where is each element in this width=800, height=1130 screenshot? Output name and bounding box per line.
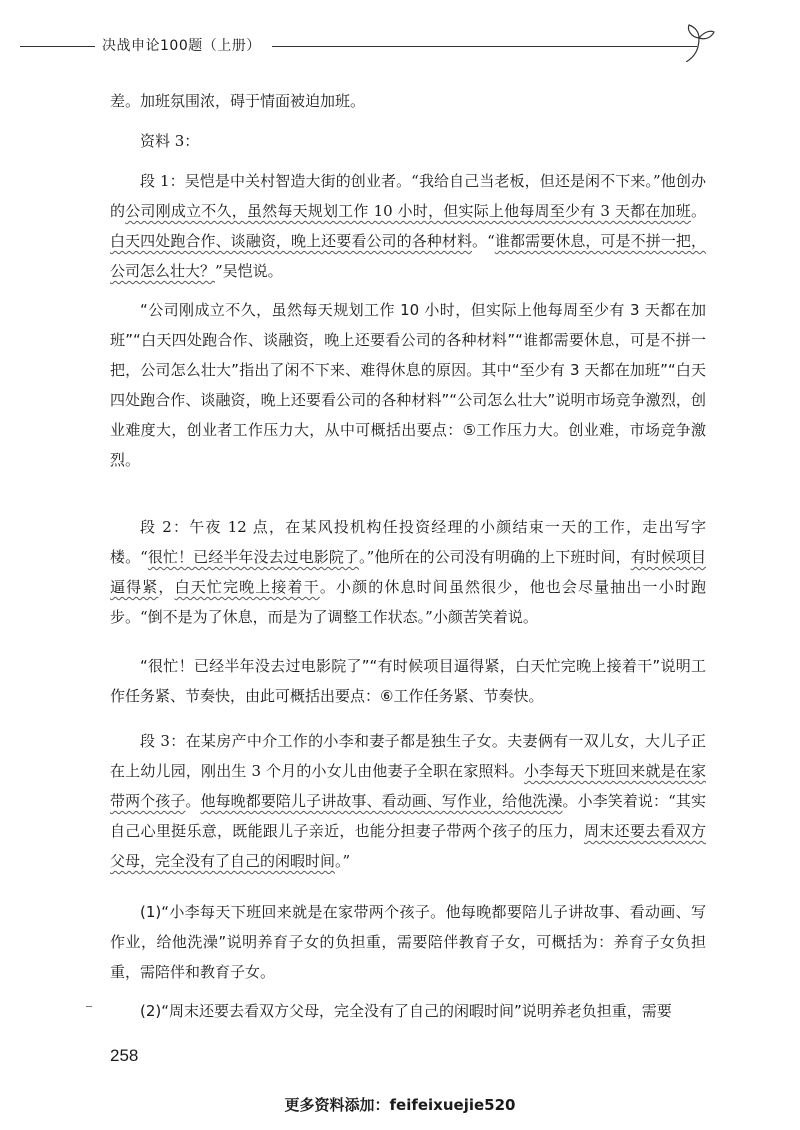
text-run: 。小颜的休息时间虽然很少，他也会尽量抽出一小时跑步。“倒不是为了休息，而是为了调整工作状态。”小颜苦笑着说。 [110, 578, 706, 626]
header-rule-right [272, 46, 697, 47]
running-header [0, 30, 800, 60]
material-segment-1 [110, 166, 706, 286]
analysis-3-text: (1)“小李每天下班回来就是在家带两个孩子。他每晚都要陪儿子讲故事、看动画、写作业，给他洗澡”说明养育子女的负担重，需要陪伴教育子女，可概括为：养育子女负担重，需陪伴和教育子女。 [110, 903, 706, 981]
page-number: 258 [110, 1046, 139, 1065]
analysis-paragraph-4 [110, 996, 706, 1026]
material-segment-2 [110, 512, 706, 632]
text-run: 。 [185, 792, 201, 810]
analysis-2-text: “很忙！已经半年没去过电影院了”“有时候项目逼得紧，白天忙完晚上接着干”说明工作任务紧、节奏快，由此可概括出要点：⑥工作任务紧、节奏快。 [110, 657, 706, 705]
header-rule-left [20, 46, 95, 47]
text-run: 。”他所在的公司没有明确的上下班时间， [359, 548, 631, 566]
analysis-paragraph-2 [110, 651, 706, 711]
analysis-1-text: “公司刚成立不久，虽然每天规划工作 10 小时，但实际上他每周至少有 3 天都在加班”“白天四处跑合作、谈融资，晚上还要看公司的各种材料”“谁都需要休息，可是不拼一把，公司怎么壮大”指出了闲不下来、难得休息的原因。其中“至少有 3 天都在加班”“白天四处跑合作、谈融资，晚上还要看公司的各种材料”“公司怎么壮大”说明市场竞争激烈，创业难度大，创业者工作压力大，从中可概括出要点：⑤工作压力大。创业难，市场竞争激烈。 [110, 301, 706, 469]
sprout-icon [682, 22, 716, 62]
text-run: 。小李笑着说：“其实自己心里挺乐意，既能跟儿子亲近，也能分担妻子带两个孩子的压力， [110, 792, 706, 840]
text-run: 段 1：吴恺是中关村智造大街的创业者。“我给自己当老板，但还是闲不下来。”他创办的 [110, 172, 706, 220]
text-run: 。 [690, 202, 706, 220]
segment-1-text [110, 166, 706, 286]
underlined-phrase: 白天忙完晚上接着干 [174, 578, 320, 596]
segment-3-text [110, 726, 706, 876]
text-run: 段 2：午夜 12 点，在某风投机构任投资经理的小颜结束一天的工作，走出写字楼。“ [110, 518, 706, 566]
underlined-phrase: 谁都需要休息，可是不拼一把，公司怎么壮大？ [110, 232, 706, 280]
material-segment-3 [110, 726, 706, 876]
text-run: ， [158, 578, 175, 596]
underlined-phrase: 很忙！已经半年没去过电影院了 [147, 548, 360, 566]
text-run: 。“ [472, 232, 495, 250]
margin-mark [86, 1006, 92, 1007]
analysis-4-text: (2)“周末还要去看双方父母，完全没有了自己的闲暇时间”说明养老负担重，需要 [140, 1002, 672, 1020]
underlined-phrase: 周末还要去看双方父母，完全没有了自己的闲暇时间 [110, 822, 706, 870]
book-title: 决战申论100题（上册） [102, 38, 261, 54]
underlined-phrase: 白天四处跑合作、谈融资，晚上还要看公司的各种材料 [110, 232, 473, 250]
underlined-phrase: 公司刚成立不久，虽然每天规划工作 10 小时，但实际上他每周至少有 3 天都在加班 [125, 202, 691, 220]
underlined-phrase: 小李每天下班回来就是在家带两个孩子 [110, 762, 706, 810]
continuation-text: 差。加班氛围浓，碍于情面被迫加班。 [110, 92, 366, 110]
text-run: 。” [335, 852, 351, 870]
section-heading: 资料 3： [140, 132, 200, 150]
underlined-phrase: 有时候项目逼得紧 [110, 548, 706, 596]
section-heading-block [110, 126, 706, 156]
footer-note: 更多资料添加：feifeixuejie520 [284, 1096, 516, 1114]
analysis-paragraph-3 [110, 897, 706, 987]
analysis-paragraph-1 [110, 295, 706, 475]
continuation-paragraph [110, 86, 706, 116]
underlined-phrase: 他每晚都要陪儿子讲故事、看动画、写作业，给他洗澡 [200, 792, 563, 810]
segment-2-text [110, 512, 706, 632]
text-run: 段 3：在某房产中介工作的小李和妻子都是独生子女。夫妻俩有一双儿女，大儿子正在上幼儿园，刚出生 3 个月的小女儿由他妻子全职在家照料。 [110, 732, 706, 780]
text-run: ”吴恺说。 [215, 262, 283, 280]
